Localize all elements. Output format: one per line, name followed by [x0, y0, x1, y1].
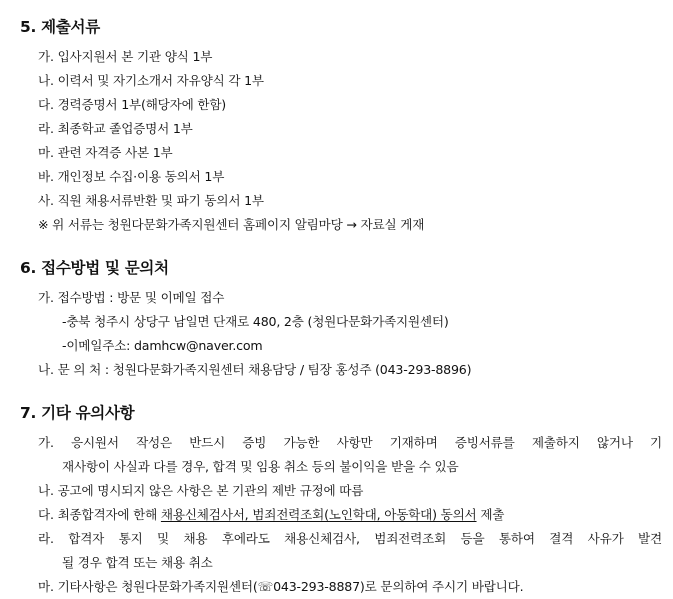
sec7-item-ra-line1: 라. 합격자 통지 및 채용 후에라도 채용신체검사, 범죄전력조회 등을 통하여 결격 사유가 발견: [38, 531, 662, 546]
sec6-contact: 나. 문 의 처 : 청원다문화가족지원센터 채용담당 / 팀장 홍성주 (043-293-8896): [38, 362, 472, 377]
sec7-item-ra-line2: 될 경우 합격 또는 채용 취소: [62, 555, 213, 570]
sec5-item-ma: 마. 관련 자격증 사본 1부: [38, 145, 173, 160]
sec5-note: ※ 위 서류는 청원다문화가족지원센터 홈페이지 알림마당 → 자료실 게재: [38, 217, 425, 232]
sec7-item-ga-line1: 가. 응시원서 작성은 반드시 증빙 가능한 사항만 기재하며 증빙서류를 제출하지 않거나 기: [38, 435, 662, 450]
sec7-item-ga-line2: 재사항이 사실과 다를 경우, 합격 및 임용 취소 등의 불이익을 받을 수 있음: [62, 459, 459, 474]
sec7-item-da-underlined: 채용신체검사서, 범죄전력조회(노인학대, 아동학대) 동의서: [160, 507, 477, 522]
sec5-item-da: 다. 경력증명서 1부(해당자에 한함): [38, 97, 227, 112]
sec5-item-ga: 가. 입사지원서 본 기관 양식 1부: [38, 49, 213, 64]
sec5-item-ra: 라. 최종학교 졸업증명서 1부: [38, 121, 193, 136]
sec5-item-sa: 사. 직원 채용서류반환 및 파기 동의서 1부: [38, 193, 264, 208]
sec7-item-ma: 마. 기타사항은 청원다문화가족지원센터(☏043-293-8887)로 문의하여 주시기 바랍니다.: [38, 579, 524, 594]
sec7-item-da-prefix: 다. 최종합격자에 한해: [38, 507, 161, 522]
sec5-item-na: 나. 이력서 및 자기소개서 자유양식 각 1부: [38, 73, 264, 88]
section-5-heading: 5. 제출서류: [20, 18, 100, 36]
sec7-item-da-suffix: 제출: [476, 507, 505, 522]
sec5-item-ba: 바. 개인정보 수집·이용 동의서 1부: [38, 169, 225, 184]
sec6-email: -이메일주소: damhcw@naver.com: [62, 338, 263, 353]
sec6-method: 가. 접수방법 : 방문 및 이메일 접수: [38, 290, 225, 305]
section-6-heading: 6. 접수방법 및 문의처: [20, 259, 169, 277]
section-7-heading: 7. 기타 유의사항: [20, 404, 135, 422]
sec7-item-na: 나. 공고에 명시되지 않은 사항은 본 기관의 제반 규정에 따름: [38, 483, 364, 498]
sec6-address: -충북 청주시 상당구 남일면 단재로 480, 2층 (청원다문화가족지원센터): [62, 314, 449, 329]
sec7-item-da: [38, 504, 504, 523]
